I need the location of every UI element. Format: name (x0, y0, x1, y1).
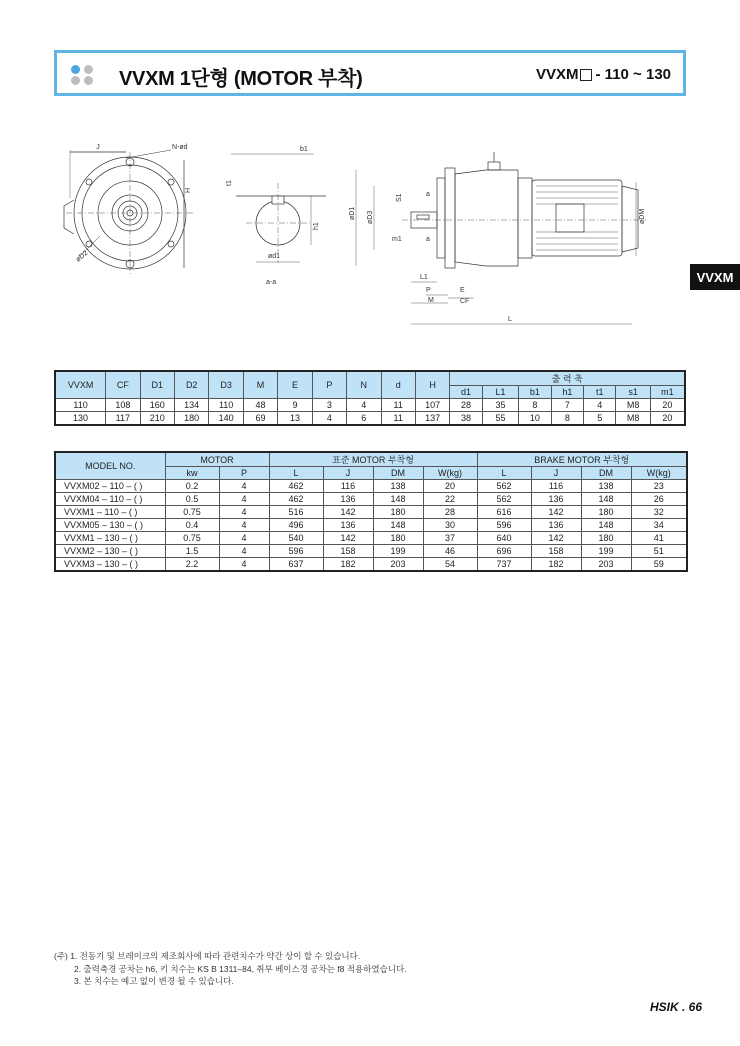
side-tab: VVXM (690, 264, 740, 290)
table-cell: 11 (381, 399, 415, 412)
label-h1: h1 (313, 222, 320, 230)
table-cell: 116 (323, 480, 373, 493)
table-cell: 2.2 (165, 558, 219, 572)
table-cell: 596 (269, 545, 323, 558)
model-range-prefix: VVXM (536, 66, 579, 83)
table-cell: 22 (423, 493, 477, 506)
shaft-section-view (226, 146, 326, 286)
model-cell: VVXM1 – 110 – ( ) (55, 506, 165, 519)
column-group-header: MOTOR (165, 452, 269, 467)
table-cell: 142 (323, 506, 373, 519)
table-cell: 182 (323, 558, 373, 572)
table-cell: 182 (531, 558, 581, 572)
table-row (55, 519, 687, 532)
table-cell: 616 (477, 506, 531, 519)
column-header: s1 (616, 386, 650, 399)
table-cell: 148 (373, 493, 423, 506)
label-a-top: a (426, 191, 430, 198)
table-cell: 69 (243, 412, 277, 426)
column-header: MODEL NO. (55, 452, 165, 480)
table-cell: 136 (323, 519, 373, 532)
label-s1: S1 (396, 193, 403, 202)
notes (54, 950, 407, 988)
table-cell: 54 (423, 558, 477, 572)
column-header: d1 (450, 386, 482, 399)
column-header: d (381, 371, 415, 399)
table-header-row (55, 452, 687, 467)
table-cell: 1.5 (165, 545, 219, 558)
label-h: H (185, 187, 192, 193)
table-cell: 180 (581, 532, 631, 545)
table-cell: 117 (106, 412, 140, 426)
label-m: M (428, 297, 434, 304)
table-cell: 107 (415, 399, 449, 412)
table-cell: 13 (278, 412, 312, 426)
column-header: W(kg) (423, 467, 477, 480)
label-od1-side: øD1 (349, 206, 356, 220)
table-cell: M8 (616, 399, 650, 412)
column-header: D3 (209, 371, 243, 399)
column-header: J (531, 467, 581, 480)
table-cell: 142 (323, 532, 373, 545)
header-banner (54, 50, 686, 96)
column-header: kw (165, 467, 219, 480)
note-3: 3. 본 치수는 예고 없이 변경 될 수 있습니다. (74, 976, 234, 986)
page-title: VVXM 1단형 (MOTOR 부착) (119, 68, 363, 90)
table-cell: 4 (584, 399, 616, 412)
model-range (536, 66, 671, 83)
table-cell: 48 (243, 399, 277, 412)
label-a-bottom: a (426, 236, 430, 243)
table-cell: 20 (423, 480, 477, 493)
table-cell: 180 (373, 506, 423, 519)
table-cell: 11 (381, 412, 415, 426)
table-cell: 20 (650, 412, 685, 426)
table-cell: 46 (423, 545, 477, 558)
table-cell: 4 (219, 493, 269, 506)
table-cell: 142 (531, 506, 581, 519)
column-header: DM (373, 467, 423, 480)
column-group-header: 표준 MOTOR 부착형 (269, 452, 477, 467)
table-cell: 696 (477, 545, 531, 558)
table-cell: 23 (631, 480, 687, 493)
table-cell: 30 (423, 519, 477, 532)
column-header: N (347, 371, 381, 399)
model-cell: VVXM02 – 110 – ( ) (55, 480, 165, 493)
table-cell: 562 (477, 493, 531, 506)
table-cell: 637 (269, 558, 323, 572)
table-cell: 35 (482, 399, 518, 412)
table-cell: 3 (312, 399, 346, 412)
column-header: t1 (584, 386, 616, 399)
table-row (55, 399, 685, 412)
table-cell: 20 (650, 399, 685, 412)
table-cell: 116 (531, 480, 581, 493)
table-cell: 138 (581, 480, 631, 493)
column-header: L (477, 467, 531, 480)
label-section-aa: a-a (266, 279, 277, 286)
label-j: J (96, 144, 100, 151)
column-header: VVXM (55, 371, 106, 399)
table-cell: 737 (477, 558, 531, 572)
table-cell: 9 (278, 399, 312, 412)
label-l: L (508, 316, 512, 323)
table-cell: 108 (106, 399, 140, 412)
column-header: m1 (650, 386, 685, 399)
model-cell: VVXM1 – 130 – ( ) (55, 532, 165, 545)
table-cell: 203 (373, 558, 423, 572)
column-header: D1 (140, 371, 174, 399)
model-cell: VVXM3 – 130 – ( ) (55, 558, 165, 572)
label-e: E (460, 287, 465, 294)
table-cell: 199 (373, 545, 423, 558)
table-cell: 160 (140, 399, 174, 412)
table-cell: 51 (631, 545, 687, 558)
column-header: CF (106, 371, 140, 399)
table-cell: 180 (581, 506, 631, 519)
table-cell: 5 (584, 412, 616, 426)
table-cell: 496 (269, 519, 323, 532)
column-header: H (415, 371, 449, 399)
page-number: HSIK . 66 (649, 1000, 702, 1014)
table-cell: 7 (551, 399, 583, 412)
table-cell: 34 (631, 519, 687, 532)
table-row (55, 558, 687, 572)
table-row (55, 412, 685, 426)
table-cell: 8 (519, 399, 551, 412)
column-header: M (243, 371, 277, 399)
table-cell: 55 (482, 412, 518, 426)
label-l1: L1 (420, 274, 428, 281)
table-cell: 134 (174, 399, 208, 412)
table-cell: 596 (477, 519, 531, 532)
table-row (55, 480, 687, 493)
column-header: DM (581, 467, 631, 480)
table-cell: 562 (477, 480, 531, 493)
table-cell: 0.2 (165, 480, 219, 493)
table-cell: 640 (477, 532, 531, 545)
table-row (55, 493, 687, 506)
table-cell: 4 (219, 532, 269, 545)
table-cell: 26 (631, 493, 687, 506)
table-cell: 4 (219, 480, 269, 493)
dimension-table (54, 370, 686, 426)
table-cell: 38 (450, 412, 482, 426)
table-cell: M8 (616, 412, 650, 426)
model-table (54, 451, 688, 572)
column-header: D2 (174, 371, 208, 399)
table-cell: 138 (373, 480, 423, 493)
column-header: b1 (519, 386, 551, 399)
label-odm: øDM (639, 208, 646, 224)
table-header-row (55, 371, 685, 386)
table-cell: 137 (415, 412, 449, 426)
table-cell: 148 (373, 519, 423, 532)
table-cell: 462 (269, 493, 323, 506)
model-range-suffix: - 110 ~ 130 (595, 66, 671, 83)
table-cell: 4 (219, 558, 269, 572)
table-cell: 210 (140, 412, 174, 426)
label-b1: b1 (300, 146, 308, 153)
column-header: P (219, 467, 269, 480)
note-1: (주) 1. 전동기 및 브레이크의 제조회사에 따라 관련치수가 약간 상이 할 수 있습니다. (54, 951, 361, 961)
table-cell: 136 (323, 493, 373, 506)
label-m1: m1 (392, 236, 402, 243)
table-cell: 516 (269, 506, 323, 519)
table-cell: 0.75 (165, 506, 219, 519)
label-p: P (426, 287, 431, 294)
checkbox-square-icon (580, 69, 592, 81)
table-cell: 148 (581, 493, 631, 506)
table-cell: 110 (209, 399, 243, 412)
column-header: W(kg) (631, 467, 687, 480)
table-cell: 136 (531, 493, 581, 506)
label-od3: øD3 (367, 210, 374, 224)
column-header: P (312, 371, 346, 399)
table-cell: 4 (312, 412, 346, 426)
column-header: L (269, 467, 323, 480)
table-cell: 203 (581, 558, 631, 572)
table-cell: 6 (347, 412, 381, 426)
table-cell: 199 (581, 545, 631, 558)
table-cell: 4 (219, 519, 269, 532)
model-cell: VVXM04 – 110 – ( ) (55, 493, 165, 506)
table-cell: 462 (269, 480, 323, 493)
table-cell: 0.4 (165, 519, 219, 532)
column-header: h1 (551, 386, 583, 399)
table-cell: 180 (174, 412, 208, 426)
column-header: J (323, 467, 373, 480)
table-cell: 130 (55, 412, 106, 426)
table-cell: 140 (209, 412, 243, 426)
label-od2: øD2 (74, 249, 90, 264)
column-header: L1 (482, 386, 518, 399)
table-cell: 4 (219, 545, 269, 558)
table-cell: 158 (323, 545, 373, 558)
label-n-od: N-ød (172, 144, 188, 151)
label-od1: ød1 (268, 253, 281, 260)
column-header: E (278, 371, 312, 399)
table-cell: 158 (531, 545, 581, 558)
table-cell: 59 (631, 558, 687, 572)
side-view (349, 152, 646, 324)
table-cell: 28 (450, 399, 482, 412)
dots-icon (71, 65, 95, 85)
label-t1: t1 (226, 180, 233, 186)
table-cell: 4 (219, 506, 269, 519)
table-cell: 142 (531, 532, 581, 545)
table-cell: 10 (519, 412, 551, 426)
table-cell: 4 (347, 399, 381, 412)
column-group-header: 출 력 축 (450, 371, 685, 386)
label-cf: CF (460, 298, 470, 305)
table-cell: 180 (373, 532, 423, 545)
table-row (55, 545, 687, 558)
table-cell: 148 (581, 519, 631, 532)
table-row (55, 532, 687, 545)
note-2: 2. 출력축경 공차는 h6, 키 치수는 KS B 1311–84, 취부 베이스경 공차는 f8 적용하였습니다. (74, 963, 407, 974)
table-cell: 0.5 (165, 493, 219, 506)
table-cell: 136 (531, 519, 581, 532)
table-cell: 41 (631, 532, 687, 545)
dimension-drawing (56, 138, 646, 328)
table-cell: 28 (423, 506, 477, 519)
model-cell: VVXM2 – 130 – ( ) (55, 545, 165, 558)
table-cell: 540 (269, 532, 323, 545)
table-row (55, 506, 687, 519)
table-cell: 8 (551, 412, 583, 426)
column-group-header: BRAKE MOTOR 부착형 (477, 452, 687, 467)
table-cell: 110 (55, 399, 106, 412)
model-cell: VVXM05 – 130 – ( ) (55, 519, 165, 532)
front-view (64, 144, 194, 274)
table-cell: 37 (423, 532, 477, 545)
table-cell: 0.75 (165, 532, 219, 545)
table-cell: 32 (631, 506, 687, 519)
